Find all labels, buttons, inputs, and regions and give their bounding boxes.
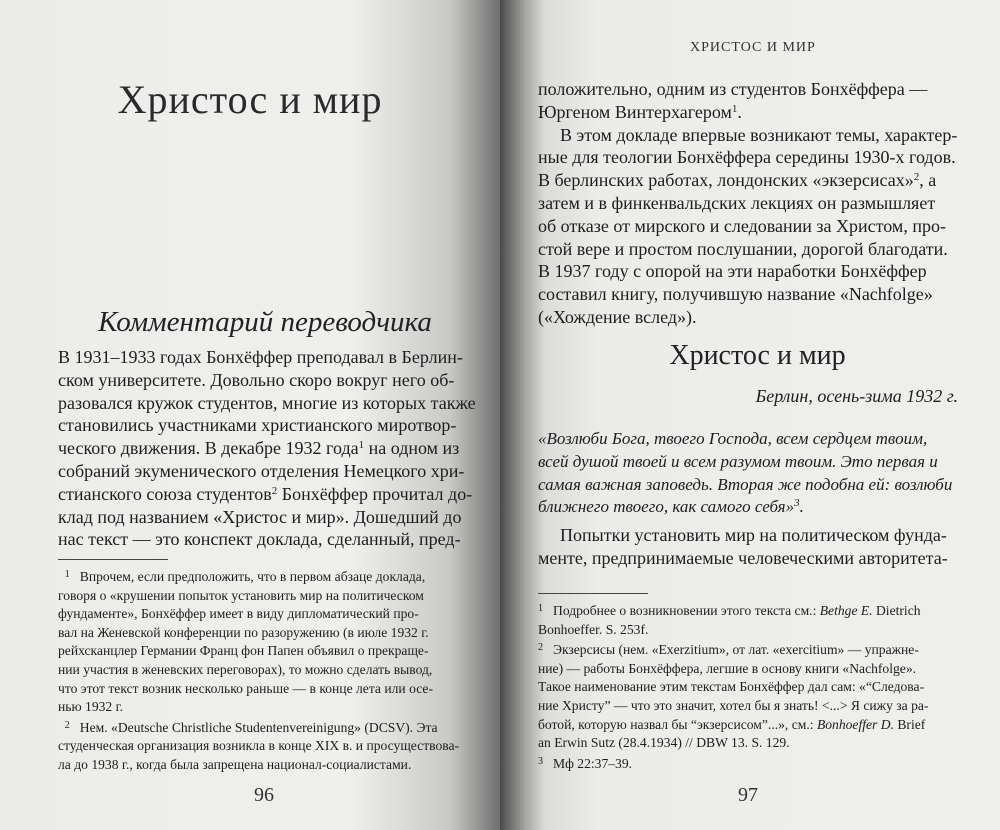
footnote-line: an Erwin Sutz (28.4.1934) // DBW 13. S. 129. bbox=[538, 735, 790, 751]
text-line: В этом докладе впервые возникают темы, характер- bbox=[560, 124, 958, 145]
text-segment: В берлинских работах, лондонских «экзерсисах» bbox=[538, 170, 914, 191]
footnote-ref: 2 bbox=[913, 171, 920, 184]
text-line: положительно, одним из студентов Бонхёффера — bbox=[538, 79, 928, 99]
text-line: («Хождение вслед»). bbox=[538, 306, 697, 327]
footnote-ref: 2 bbox=[271, 484, 278, 497]
running-head: ХРИСТОС И МИР bbox=[690, 40, 816, 55]
epigraph-line: всей душой твоей и всем разумом твоим. Это первая и bbox=[538, 451, 938, 471]
footnote-divider bbox=[58, 559, 168, 560]
footnote-line bbox=[538, 600, 958, 621]
text-line: составил книгу, получившую название «Nachfolge» bbox=[538, 284, 933, 305]
epigraph-line: самая важная заповедь. Вторая же подобна ей: возлюби bbox=[538, 474, 953, 494]
footnote-ref: 1 bbox=[731, 102, 738, 115]
text-segment: ближнего твоего, как самого себя» bbox=[538, 497, 795, 517]
place-date: Берлин, осень-зима 1932 г. bbox=[755, 386, 958, 406]
footnote-text: ботой, которую назвал бы “экзерсисом”...», см.: bbox=[538, 716, 817, 732]
footnote-line bbox=[538, 639, 958, 660]
page-number: 97 bbox=[738, 784, 758, 806]
text-line: нас текст — это конспект доклада, сделанный, пред- bbox=[58, 529, 461, 550]
footnote-author: Bethge E. bbox=[819, 603, 873, 618]
footnote-line: студенческая организация возникла в конце XIX в. и просуществова- bbox=[58, 738, 460, 754]
footnote-author: Bonhoeffer D. bbox=[816, 716, 894, 732]
text-segment: ческого движения. В декабре 1932 года bbox=[58, 438, 359, 459]
right-body-text bbox=[538, 78, 958, 329]
footnote-line: ние Христу” — что это значит, хотел бы я знать! <...> Я сижу за ра- bbox=[538, 697, 929, 713]
footnote-divider bbox=[538, 593, 648, 594]
text-line: становились участниками христианского миротвор- bbox=[58, 415, 457, 436]
text-line: собраний экуменического отделения Немецкого хри- bbox=[58, 460, 465, 481]
footnote-line: нии участия в женевских переговорах), то можно сделать вывод, bbox=[58, 661, 433, 677]
text-segment: , а bbox=[919, 170, 937, 191]
text-line: разовался кружок студентов, многие из которых также bbox=[58, 392, 476, 413]
footnote-line: вал на Женевской конференции по разоружению (в июле 1932 г. bbox=[58, 624, 429, 640]
footnote-line: ние) — работы Бонхёффера, легшие в основу книги «Nachfolge». bbox=[538, 660, 917, 676]
translator-commentary-heading: Комментарий переводчика bbox=[98, 306, 432, 338]
text-line: ском университете. Довольно скоро вокруг него об- bbox=[58, 369, 455, 390]
footnote-ref: 3 bbox=[794, 497, 800, 510]
footnote-number: 1 bbox=[538, 603, 543, 614]
epigraph bbox=[538, 428, 958, 519]
right-footnotes bbox=[538, 600, 958, 773]
footnote-line: фундаменте», Бонхёффер имеет в виду дипломатический про- bbox=[58, 606, 419, 622]
text-segment: на одном из bbox=[364, 438, 460, 459]
text-line: затем и в финкенвальдских лекциях он размышляет bbox=[538, 192, 936, 213]
text-line: ные для теологии Бонхёффера середины 1930-х годов. bbox=[538, 147, 956, 168]
text-line: Попытки установить мир на политическом фунда- bbox=[560, 525, 947, 545]
text-line: клад под названием «Христос и мир». Дошедший до bbox=[58, 506, 462, 527]
footnote-line: нью 1932 г. bbox=[58, 699, 124, 715]
left-body-text bbox=[58, 346, 478, 551]
footnote-1 bbox=[538, 600, 958, 639]
footnote-text: Экзерсисы (нем. «Exerzitium», от лат. «exercitium» — упражне- bbox=[553, 642, 919, 658]
footnote-line: Bonhoeffer. S. 253f. bbox=[538, 621, 649, 637]
epigraph-line: «Возлюби Бога, твоего Господа, всем сердцем твоим, bbox=[538, 429, 928, 448]
footnote-text: Впрочем, если предположить, что в первом абзаце доклада, bbox=[79, 569, 426, 584]
footnote-number: 2 bbox=[64, 719, 70, 731]
epigraph-line: ближнего твоего, как самого себя»$^3$. bbox=[538, 497, 804, 517]
footnote-2 bbox=[538, 639, 958, 753]
footnote-line: Такое наименование этим текстам Бонхёффер дал сам: «“Следова- bbox=[538, 679, 925, 695]
footnote-line bbox=[538, 716, 958, 735]
text-line: об отказе от мирского и следовании за Христом, про- bbox=[538, 215, 946, 236]
footnote-2 bbox=[58, 717, 478, 775]
footnote-text: Подробнее о возникновении этого текста см.: bbox=[553, 603, 820, 618]
text-line bbox=[58, 437, 478, 460]
footnote-line bbox=[58, 717, 478, 738]
section-title: Христос и мир bbox=[669, 340, 846, 371]
text-line: В 1931–1933 годах Бонхёффер преподавал в Берлин- bbox=[58, 347, 463, 367]
footnote-line bbox=[58, 566, 478, 587]
left-footnotes bbox=[58, 566, 478, 775]
footnote-text: Нем. «Deutsche Christliche Studentenvereinigung» (DCSV). Эта bbox=[79, 719, 438, 735]
chapter-title: Христос и мир bbox=[117, 77, 383, 122]
text-line: стой вере и простом послушании, дорогой благодати. bbox=[538, 238, 948, 259]
text-segment: Бонхёффер прочитал до- bbox=[277, 483, 473, 504]
footnote-text: Dietrich bbox=[872, 603, 921, 618]
page-number: 96 bbox=[254, 784, 274, 806]
footnote-ref: 1 bbox=[358, 439, 365, 452]
text-segment: Юргеном Винтерхагером bbox=[538, 101, 732, 122]
footnote-1 bbox=[58, 566, 478, 717]
text-line: В 1937 году с опорой на эти наработки Бонхёффер bbox=[538, 261, 927, 282]
footnote-3 bbox=[538, 753, 958, 774]
footnote-line: что этот текст возник несколько раньше — в конце лета или осе- bbox=[58, 680, 433, 696]
text-line: Юргеном Винтерхагером$^1$. bbox=[538, 101, 742, 122]
footnote-line: ла до 1938 г., когда была запрещена национал-социалистами. bbox=[58, 756, 412, 772]
text-line bbox=[538, 169, 958, 192]
footnote-number: 3 bbox=[538, 755, 543, 767]
footnote-number: 2 bbox=[538, 642, 543, 654]
text-line: менте, предпринимаемые человеческими авторитета- bbox=[538, 547, 948, 568]
right-body-text-2 bbox=[538, 524, 958, 570]
footnote-text: Brief bbox=[893, 716, 926, 732]
footnote-number: 1 bbox=[64, 569, 70, 580]
footnote-line: говоря о «крушении попыток установить мир на политическом bbox=[58, 587, 424, 603]
text-line bbox=[58, 483, 478, 506]
text-segment: стианского союза студентов bbox=[58, 483, 272, 504]
footnote-text: Мф 22:37–39. bbox=[553, 755, 633, 771]
footnote-line bbox=[538, 753, 958, 774]
footnote-line: рейхсканцлер Германии Франц фон Папен объявил о прекраще- bbox=[58, 643, 429, 659]
